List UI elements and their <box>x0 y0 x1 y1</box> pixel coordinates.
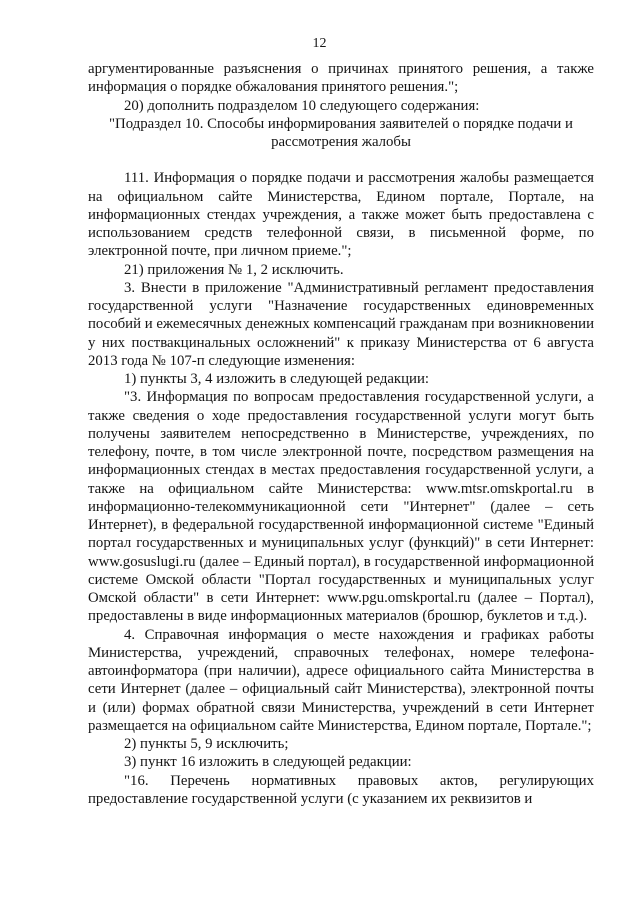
paragraph: аргументированные разъяснения о причинах принятого решения, а также информация о порядке обжалования принятого решения."; <box>88 61 594 96</box>
paragraph: "3. Информация по вопросам предоставления государственной услуги, а также сведения о ходе предоставления государственной услуги могут быть получены заявителем непосредственно в Министерстве, учреждениях, по телефону, почте, в том числе электронной почте, посредством размещения на информационных стендах в местах предоставления государственной услуги, а также на официальном сайте Министерства: www.mtsr.omskportal.ru в информационно-телекоммуникационной сети "Интернет" (далее – сеть Интернет), в федеральной государственной информационной системе "Единый портал государственных и муниципальных услуг (функций)" в сети Интернет: www.gosuslugi.ru (далее – Единый портал), в государственной информационной системе Омской области "Портал государственных и муниципальных услуг Омской области" в сети Интернет: www.pgu.omskportal.ru (далее – Портал), предоставлены в виде информационных материалов (брошюр, буклетов и т.д.). <box>88 389 594 625</box>
paragraph: "16. Перечень нормативных правовых актов, регулирующих предоставление государственной услуги (с указанием их реквизитов и <box>88 772 594 807</box>
paragraph: 3. Внести в приложение "Административный регламент предоставления государственной услуги "Назначение государственных единовременных пособий и ежемесячных денежных компенсаций гражданам при возникновении у них поствакцинальных осложнений" к приказу Министерства от 6 августа 2013 года № 107-п следующие изменения: <box>88 279 594 369</box>
paragraph: 4. Справочная информация о месте нахождения и графиках работы Министерства, учреждений, справочных телефонах, номере телефона-автоинформатора (при наличии), адресе официального сайта Министерства в сети Интернет (далее – официальный сайт Министерства), электронной почты и (или) формах обратной связи Министерства, учреждений в сети Интернет размещается на официальном сайте Министерства, Едином портале, Портале."; <box>88 626 594 734</box>
paragraph: 1) пункты 3, 4 изложить в следующей редакции: <box>124 371 429 387</box>
page-number: 12 <box>312 36 327 51</box>
paragraph: 20) дополнить подразделом 10 следующего содержания: <box>124 97 480 114</box>
paragraph: 3) пункт 16 изложить в следующей редакции: <box>124 754 412 771</box>
paragraph: 2) пункты 5, 9 исключить; <box>124 736 289 752</box>
paragraph: 111. Информация о порядке подачи и рассмотрения жалобы размещается на официальном сайте Министерства, Едином портале, Портале, на информационных стендах учреждения, а также может быть предоставлена с использованием средств телефонной связи, в письменной форме, по электронной почте, при личном приеме."; <box>88 170 594 260</box>
document-body <box>88 60 594 808</box>
paragraph: "Подраздел 10. Способы информирования заявителей о порядке подачи и рассмотрения жалобы <box>109 115 573 150</box>
paragraph: 21) приложения № 1, 2 исключить. <box>124 261 344 278</box>
blank-line <box>88 151 594 169</box>
